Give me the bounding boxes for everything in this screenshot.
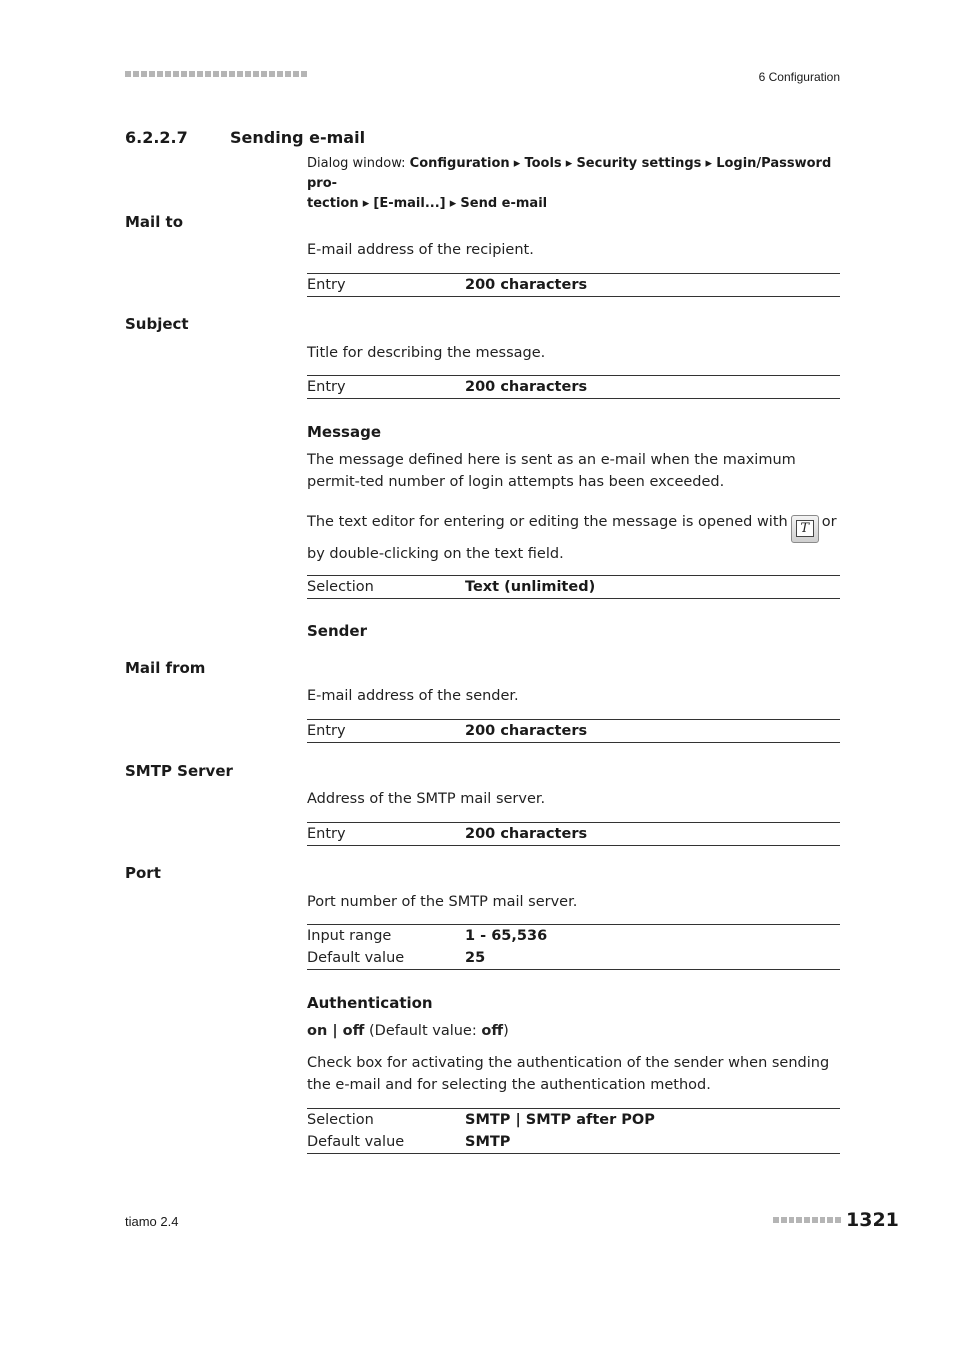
- subject-table: [307, 375, 840, 399]
- table-row: Default value SMTP: [307, 1134, 511, 1150]
- authentication-table: [307, 1108, 840, 1154]
- mail-to-table: [307, 273, 840, 297]
- text-editor-icon[interactable]: T: [791, 515, 819, 543]
- table-row: Default value 25: [307, 950, 486, 966]
- table-row: Selection Text (unlimited): [307, 579, 596, 595]
- page-number: 1321: [846, 1209, 899, 1231]
- subject-label: Subject: [125, 315, 189, 333]
- port-table: [307, 924, 840, 970]
- mail-from-desc: E-mail address of the sender.: [307, 688, 519, 704]
- table-row: Entry 200 characters: [307, 277, 588, 293]
- message-desc: The message defined here is sent as an e-mail when the maximum permit-ted number of login attempts has been exceeded.: [307, 452, 796, 490]
- chapter-header: 6 Configuration: [758, 70, 840, 84]
- port-label: Port: [125, 864, 161, 882]
- header-decoration: [125, 71, 307, 79]
- table-row: Input range 1 - 65,536: [307, 928, 548, 944]
- mail-to-label: Mail to: [125, 213, 184, 231]
- authentication-heading: Authentication: [307, 994, 433, 1012]
- mail-to-desc: E-mail address of the recipient.: [307, 242, 534, 258]
- message-table: [307, 575, 840, 599]
- smtp-server-table: [307, 822, 840, 846]
- mail-from-table: [307, 719, 840, 743]
- section-title: Sending e-mail: [230, 128, 366, 147]
- message-heading: Message: [307, 423, 381, 441]
- table-row: Entry 200 characters: [307, 826, 588, 842]
- smtp-server-desc: Address of the SMTP mail server.: [307, 791, 546, 807]
- sender-heading: Sender: [307, 622, 367, 640]
- footer-decoration: [773, 1217, 841, 1225]
- footer-product: tiamo 2.4: [125, 1214, 179, 1229]
- mail-from-label: Mail from: [125, 659, 206, 677]
- smtp-server-label: SMTP Server: [125, 762, 233, 780]
- authentication-options: on | off (Default value: off): [307, 1023, 509, 1039]
- message-editor-desc: The text editor for entering or editing the message is opened with T or by double-clicking on the text field.: [307, 514, 837, 562]
- section-number: 6.2.2.7: [125, 128, 188, 147]
- table-row: Entry 200 characters: [307, 723, 588, 739]
- port-desc: Port number of the SMTP mail server.: [307, 894, 578, 910]
- table-row: Selection SMTP | SMTP after POP: [307, 1112, 655, 1128]
- authentication-desc: Check box for activating the authentication of the sender when sending the e-mail and for selecting the authentication method.: [307, 1055, 830, 1093]
- dialog-path: Dialog window: Configuration ▸ Tools ▸ Security settings ▸ Login/Password pro- tection ▸ [E-mail...] ▸ Send e-mail: [307, 156, 832, 211]
- table-row: Entry 200 characters: [307, 379, 588, 395]
- subject-desc: Title for describing the message.: [307, 345, 546, 361]
